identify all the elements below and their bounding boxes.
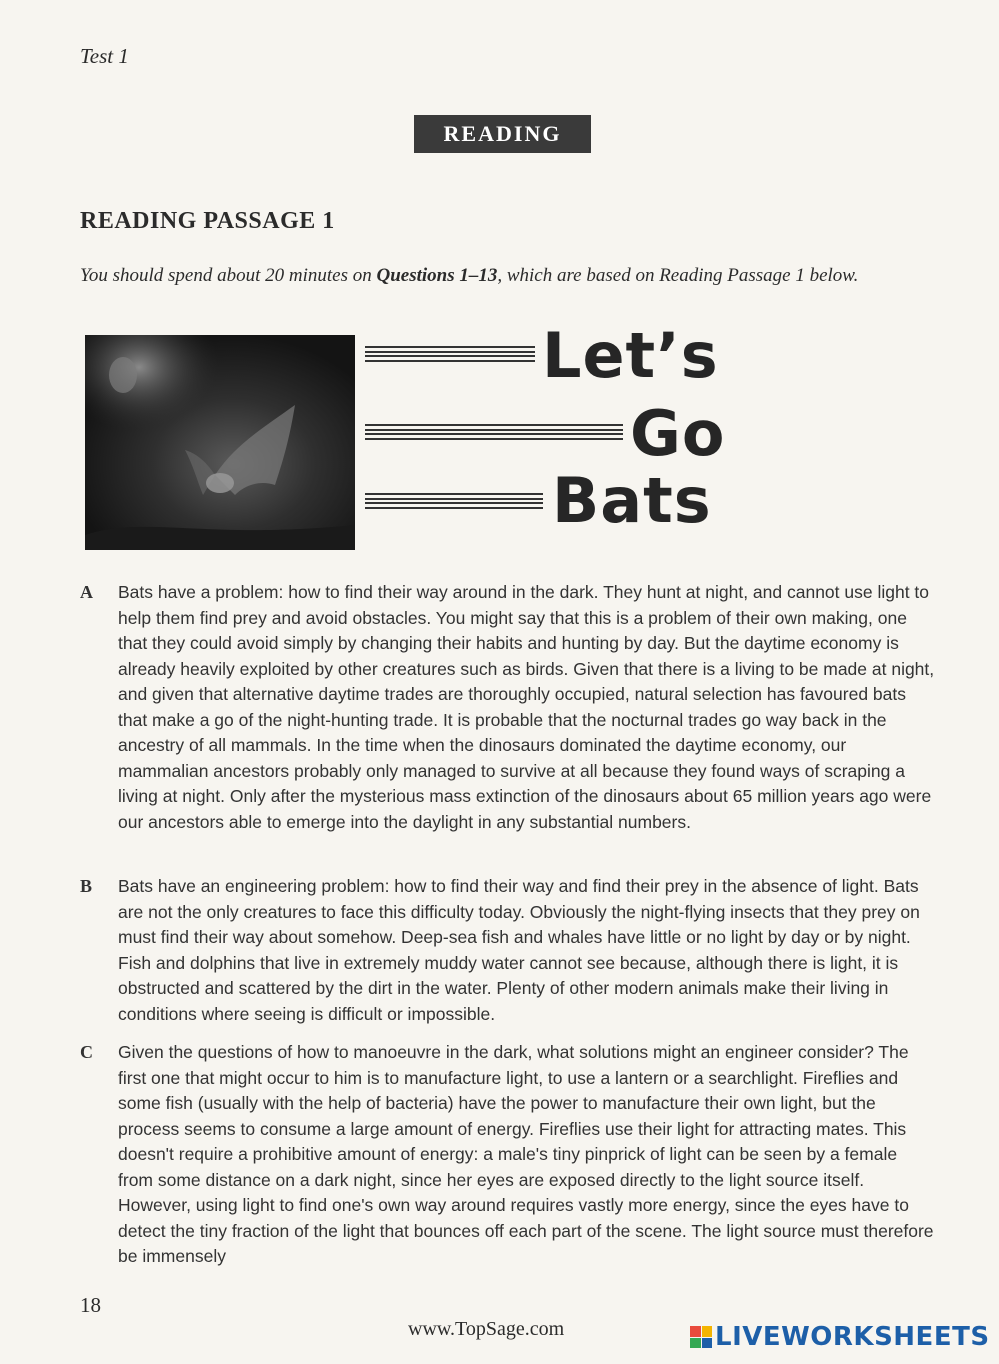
section-banner: READING <box>414 115 591 153</box>
instructions-questions: Questions 1–13 <box>376 265 498 286</box>
liveworksheets-brand[interactable] <box>690 1322 990 1352</box>
site-url[interactable]: www.TopSage.com <box>408 1318 565 1340</box>
instructions-post: , which are based on Reading Passage 1 below. <box>497 265 859 286</box>
paragraph-text: Given the questions of how to manoeuvre in the dark, what solutions might an engineer consider? The first one that might occur to him is to manufacture light, to use a lantern or a searchlight. Fireflies and some fish (usually with the help of bacteria) have the power to manufacture their own light, but the process seems to consume a large amount of energy. Fireflies use their light for attracting mates. This doesn't require a prohibitive amount of energy: a male's tiny pinprick of light can be seen by a female from some distance on a dark night, since her eyes are exposed directly to the light source itself. However, using light to find one's own way around requires vastly more energy, since the eyes have to detect the tiny fraction of the light that bounces off each part of the scene. The light source must therefore be immensely <box>118 1042 934 1266</box>
paragraph-text: Bats have an engineering problem: how to find their way and find their prey in the absence of light. Bats are not the only creatures to face this difficulty today. Obviously the night-flying insects that they prey on must find their way about somehow. Deep-sea fish and whales have little or no light by day or by night. Fish and dolphins that live in extremely muddy water cannot see because, although there is light, it is obstructed and scattered by the dirt in the water. Plenty of other modern animals make their living in conditions where seeing is difficult or impossible. <box>118 876 920 1024</box>
brand-name: LIVEWORKSHEETS <box>715 1322 990 1352</box>
paragraph-letter: C <box>80 1042 93 1062</box>
title-rule-1 <box>365 346 535 362</box>
title-rule-3 <box>365 493 543 509</box>
title-word-lets: Let’s <box>542 319 719 392</box>
paragraph-letter: B <box>80 876 93 896</box>
passage-title: READING PASSAGE 1 <box>80 208 335 234</box>
title-rule-2 <box>365 424 623 440</box>
paragraph-a <box>80 580 935 835</box>
title-word-bats: Bats <box>552 464 712 537</box>
page-number: 18 <box>80 1293 101 1317</box>
title-word-go: Go <box>630 397 726 470</box>
instructions-pre: You should spend about 20 minutes on <box>80 265 377 286</box>
liveworksheets-logo-icon <box>690 1326 712 1348</box>
test-label: Test 1 <box>80 44 129 68</box>
paragraph-text: Bats have a problem: how to find their way around in the dark. They hunt at night, and cannot use light to help them find prey and avoid obstacles. You might say that this is a problem of their own making, one that they could avoid simply by changing their habits and hunting by day. But the daytime economy is already heavily exploited by other creatures such as birds. Given that there is a living to be made at night, and given that alternative daytime trades are thoroughly occupied, natural selection has favoured bats that make a go of the night-hunting trade. It is probable that the nocturnal trades go way back in the ancestry of all mammals. In the time when the dinosaurs dominated the daytime economy, our mammalian ancestors probably only managed to survive at all because they found ways of scraping a living at night. Only after the mysterious mass extinction of the dinosaurs about 65 million years ago were our ancestors able to emerge into the daylight in any substantial numbers. <box>118 582 935 832</box>
passage-instructions <box>80 264 920 288</box>
bat-photo <box>85 335 355 550</box>
paragraph-letter: A <box>80 582 93 602</box>
paragraph-c <box>80 1040 935 1270</box>
paragraph-b <box>80 874 935 1027</box>
